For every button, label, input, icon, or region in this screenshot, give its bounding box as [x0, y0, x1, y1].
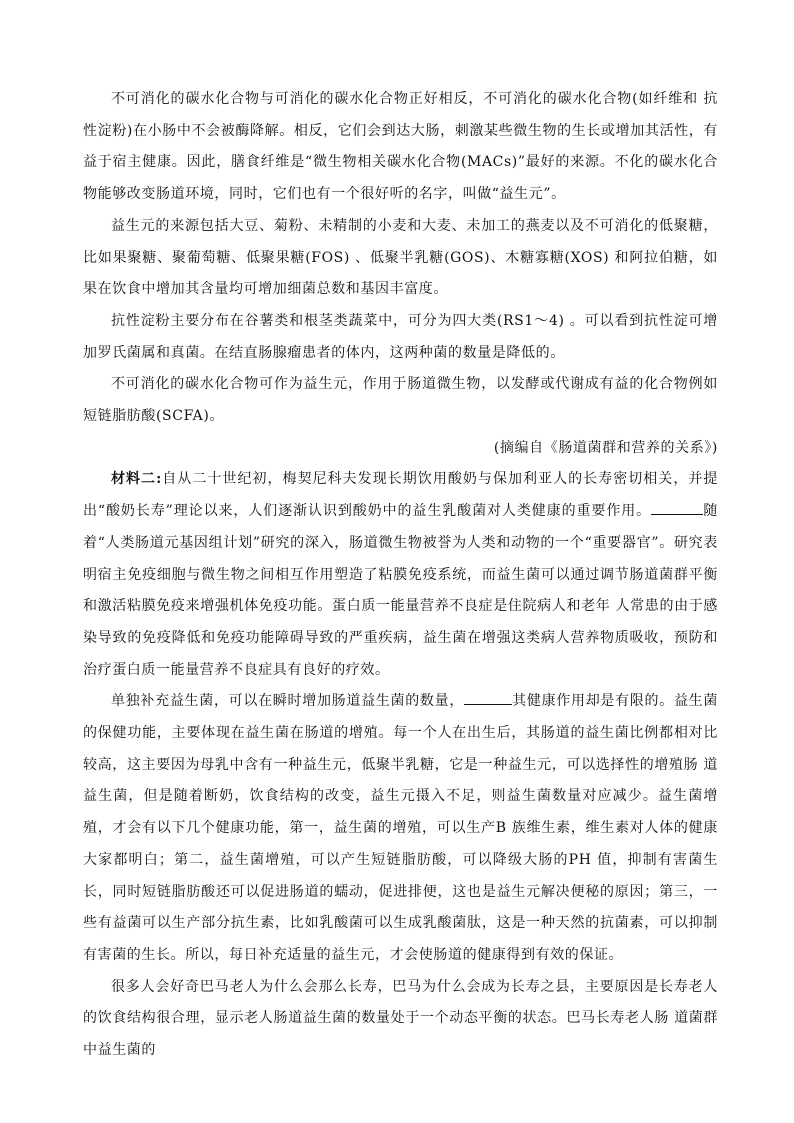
paragraph-5-part-a: 自从二十世纪初，梅契尼科夫发现长期饮用酸奶与保加利亚人的长寿密切相关，并提出“酸奶长寿”理论以来，人们逐渐认识到酸奶中的益生乳酸菌对人类健康的重要作用。 [83, 471, 718, 520]
paragraph-4: 不可消化的碳水化合物可作为益生元，作用于肠道微生物，以发酵或代谢成有益的化合物例如短链脂肪酸(SCFA)。 [83, 376, 718, 425]
paragraph-1: 不可消化的碳水化合物与可消化的碳水化合物正好相反，不可消化的碳水化合物(如纤维和 抗性淀粉)在小肠中不会被酶降解。相反，它们会到达大肠，刺激某些微生物的生长或增加其活性，有益于宿主健康。因此，膳食纤维是“微生物相关碳水化合物(MACs)”最好的来源。不化的碳水化合物能够改变肠道环境，同时，它们也有一个很好听的名字，叫做“益生元”。 [83, 91, 718, 203]
paragraph-6-part-b: 其健康作用却是有限的。益生菌的保健功能，主要体现在益生菌在肠道的增殖。每一个人在出生后，其肠道的益生菌比例都相对比较高，这主要因为母乳中含有一种益生元，低聚半乳糖，它是一种益生元，可以选择性的增殖肠 道益生菌，但是随着断奶，饮食结构的改变，益生元摄入不足，则益生菌数量对应减少。益生菌增殖，才会有以下几个健康功能，第一，益生菌的增殖，可以生产B 族维生素，维生素对人体的健康大家都明白；第二，益生菌增殖，可以产生短链脂肪酸，可以降级大肠的PH 值，抑制有害菌生长，同时短链脂肪酸还可以促进肠道的蠕动，促进排便，这也是益生元解决便秘的原因；第三，一些有益菌可以生产部分抗生素，比如乳酸菌可以生成乳酸菌肽，这是一种天然的抗菌素，可以抑制有害菌的生长。所以，每日补充适量的益生元，才会使肠道的健康得到有效的保证。 [83, 693, 718, 963]
paragraph-5-part-b: 随着“人类肠道元基因组计划”研究的深入，肠道微生物被誉为人类和动物的一个“重要器官”。研究表明宿主免疫细胞与微生物之间相互作用塑造了粘膜免疫系统，而益生菌可以通过调节肠道菌群平衡和激活粘膜免疫来增强机体免疫功能。蛋白质一能量营养不良症是住院病人和老年 人常患的由于感染导致的免疫降低和免疫功能障碍导致的严重疾病，益生菌在增强这类病人营养物质吸收，预防和治疗蛋白质一能量营养不良症具有良好的疗效。 [83, 503, 718, 678]
fill-in-blank-2[interactable] [464, 690, 512, 705]
paragraph-6-part-a: 单独补充益生菌，可以在瞬时增加肠道益生菌的数量， [111, 693, 465, 710]
source-citation: (摘编自《肠道菌群和营养的关系》) [493, 439, 718, 456]
fill-in-blank-1[interactable] [651, 500, 703, 515]
paragraph-3: 抗性淀粉主要分布在谷薯类和根茎类蔬菜中，可分为四大类(RS1～4) 。可以看到抗性淀可增加罗氏菌属和真菌。在结直肠腺瘤患者的体内，这两种菌的数量是降低的。 [83, 312, 718, 361]
paragraph-5 [83, 464, 718, 686]
paragraph-2: 益生元的来源包括大豆、菊粉、未精制的小麦和大麦、未加工的燕麦以及不可消化的低聚糖， 比如果聚糖、聚葡萄糖、低聚果糖(FOS) 、低聚半乳糖(GOS)、木糖寡糖(XOS) 和阿拉伯糖，如果在饮食中增加其含量均可增加细菌总数和基因丰富度。 [83, 217, 718, 298]
material-two-label: 材料二: [111, 471, 162, 488]
paragraph-7: 很多人会好奇巴马老人为什么会那么长寿，巴马为什么会成为长寿之县，主要原因是长寿老人的饮食结构很合理，显示老人肠道益生菌的数量处于一个动态平衡的状态。巴马长寿老人肠 道菌群中益生菌的 [83, 978, 718, 1059]
document-body [83, 84, 718, 1067]
paragraph-6 [83, 686, 718, 971]
